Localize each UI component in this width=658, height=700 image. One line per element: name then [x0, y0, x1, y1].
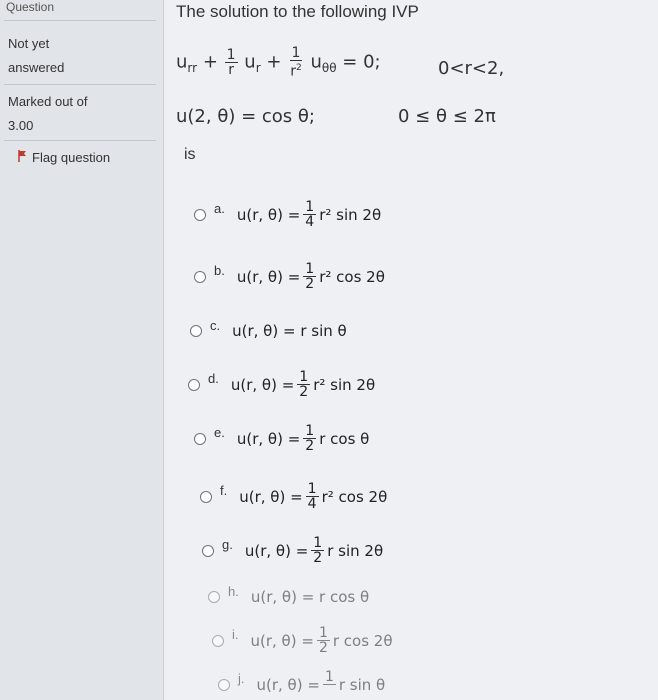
- radio-button[interactable]: [188, 379, 200, 391]
- option-rhs: r² cos 2θ: [319, 267, 385, 286]
- option-rhs: r sin θ: [338, 675, 386, 694]
- divider: [4, 20, 156, 21]
- answer-option[interactable]: [190, 317, 347, 340]
- option-fraction: [303, 424, 316, 453]
- option-expression: [251, 588, 369, 606]
- flag-question-button[interactable]: [18, 150, 110, 165]
- option-letter: c.: [210, 317, 221, 333]
- marked-value: 3.00: [8, 118, 34, 133]
- fraction-denominator: [325, 685, 333, 699]
- question-content: [164, 0, 658, 700]
- fraction-denominator: 2: [318, 640, 328, 656]
- option-lhs: u(r, θ) =: [230, 375, 295, 394]
- fraction-numerator: 1: [318, 625, 328, 641]
- answer-option[interactable]: [194, 424, 369, 453]
- option-letter: b.: [214, 263, 225, 278]
- is-label: is: [184, 146, 196, 163]
- option-fraction: [311, 536, 324, 565]
- answer-option[interactable]: [194, 200, 381, 229]
- option-lhs: u(r, θ) =: [236, 205, 301, 224]
- option-lhs: u(r, θ) = r sin θ: [232, 322, 347, 340]
- r-domain: 0<r<2,: [438, 58, 505, 79]
- option-letter: a.: [214, 201, 225, 216]
- option-letter: i.: [232, 627, 239, 642]
- radio-button[interactable]: [212, 635, 224, 647]
- status-line-1: Not yet: [8, 36, 50, 51]
- fraction-denominator: 4: [305, 214, 315, 230]
- answer-option[interactable]: [212, 626, 393, 655]
- boundary-condition: u(2, θ) = cos θ;: [176, 106, 315, 127]
- fraction-denominator: 4: [307, 496, 317, 512]
- fraction-numerator: 1: [313, 535, 323, 551]
- fraction-numerator: 1: [305, 199, 315, 215]
- option-lhs: u(r, θ) =: [250, 631, 314, 650]
- radio-button[interactable]: [208, 591, 220, 603]
- answer-option[interactable]: [208, 583, 370, 606]
- option-letter: g.: [222, 537, 233, 552]
- option-letter: d.: [208, 371, 219, 386]
- option-expression: [239, 482, 387, 511]
- option-letter: h.: [228, 583, 239, 599]
- option-expression: [237, 262, 385, 291]
- option-rhs: r² sin 2θ: [313, 375, 376, 394]
- option-rhs: r cos θ: [319, 429, 370, 448]
- answer-option[interactable]: [188, 370, 375, 399]
- radio-button[interactable]: [194, 271, 206, 283]
- fraction-denominator: 2: [305, 276, 315, 292]
- option-lhs: u(r, θ) =: [239, 487, 303, 506]
- fraction-denominator: 2: [313, 550, 323, 566]
- fraction-numerator: 1: [305, 423, 315, 439]
- radio-button[interactable]: [218, 679, 230, 691]
- fraction-numerator: 1: [305, 261, 315, 277]
- pde-equation: $u_{rr}$ + $\frac{1}{r}$ $u_r$ + $\frac{1}{r^2}$ $u_{\theta\theta} = 0$;: [176, 45, 381, 80]
- fraction-denominator: 2: [305, 438, 315, 454]
- fraction-numerator: 1: [307, 481, 317, 497]
- divider: [4, 140, 156, 141]
- fraction-numerator: 1: [324, 669, 334, 685]
- answer-option[interactable]: [194, 262, 385, 291]
- option-expression: [237, 200, 381, 229]
- option-fraction: [303, 262, 316, 291]
- question-number-label: Question: [6, 0, 55, 14]
- option-expression: [232, 322, 347, 340]
- question-info-sidebar: [0, 0, 164, 700]
- flag-icon: [18, 150, 28, 165]
- flag-question-label: Flag question: [32, 150, 111, 165]
- radio-button[interactable]: [202, 545, 214, 557]
- marked-label: Marked out of: [8, 94, 88, 109]
- radio-button[interactable]: [194, 209, 206, 221]
- option-lhs: u(r, θ) = r cos θ: [250, 588, 370, 606]
- option-lhs: u(r, θ) =: [236, 429, 301, 448]
- fraction-denominator: 2: [299, 384, 309, 400]
- option-expression: [231, 370, 375, 399]
- option-lhs: u(r, θ) =: [244, 541, 309, 560]
- answer-option[interactable]: [218, 670, 385, 699]
- divider: [4, 84, 156, 85]
- radio-button[interactable]: [200, 491, 212, 503]
- answer-option[interactable]: [202, 536, 383, 565]
- option-fraction: [303, 200, 316, 229]
- option-letter: f.: [220, 483, 228, 498]
- status-line-2: answered: [8, 60, 65, 75]
- option-lhs: u(r, θ) =: [256, 675, 320, 694]
- option-expression: [251, 626, 393, 655]
- option-letter: j.: [238, 671, 245, 686]
- option-expression: [245, 536, 383, 565]
- question-header: The solution to the following IVP: [176, 2, 419, 21]
- option-rhs: r² sin 2θ: [319, 205, 382, 224]
- option-fraction: [297, 370, 310, 399]
- option-expression: [257, 670, 386, 699]
- fraction-numerator: 1: [299, 369, 309, 385]
- option-rhs: r² cos 2θ: [321, 487, 388, 506]
- option-fraction: [317, 626, 330, 655]
- option-lhs: u(r, θ) =: [236, 267, 301, 286]
- radio-button[interactable]: [190, 325, 202, 337]
- option-fraction: [306, 482, 319, 511]
- option-rhs: r cos 2θ: [332, 631, 393, 650]
- theta-domain: 0 ≤ θ ≤ 2π: [398, 106, 496, 127]
- option-expression: [237, 424, 369, 453]
- option-fraction: [323, 670, 336, 699]
- radio-button[interactable]: [194, 433, 206, 445]
- option-letter: e.: [214, 425, 225, 440]
- answer-option[interactable]: [200, 482, 387, 511]
- option-rhs: r sin 2θ: [327, 541, 384, 560]
